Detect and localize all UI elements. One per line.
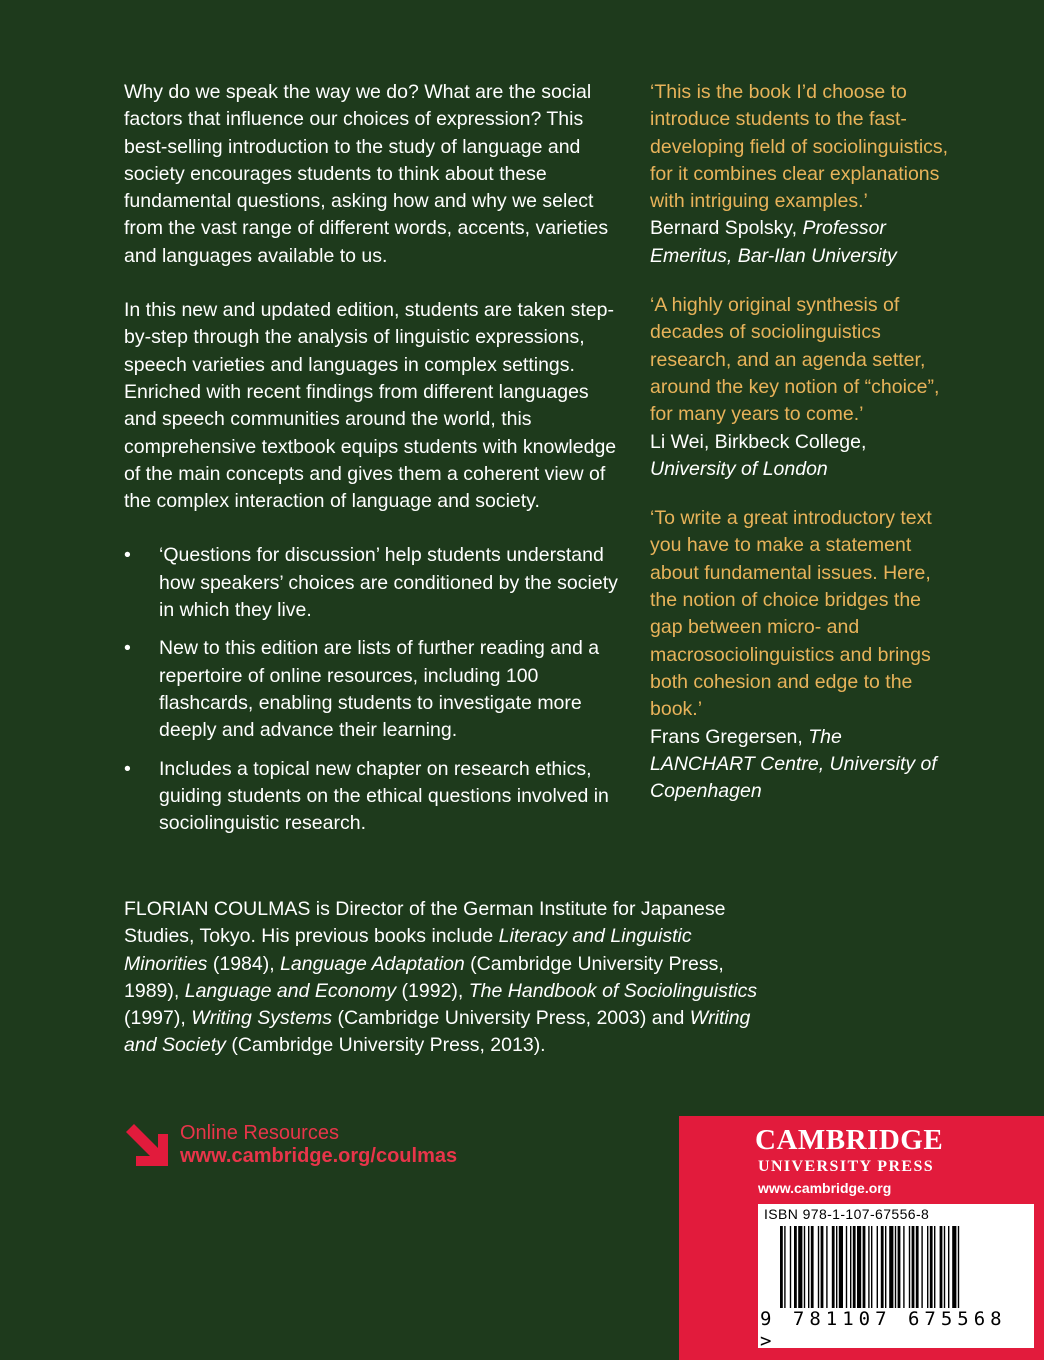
author-bio: [124, 896, 764, 1060]
book-title: Language and Economy: [184, 979, 397, 1002]
endorsement-attribution: [650, 724, 950, 806]
publisher-block: [679, 1116, 1044, 1360]
description-paragraph-1: Why do we speak the way we do? What are the social factors that influence our choices of expression? This best-selling introduction to the study of language and society encourages students to think about these fundamental questions, asking how and why we select from the vast range of different words, accents, varieties and languages available to us.: [124, 81, 609, 267]
bio-text: (1984),: [207, 952, 281, 975]
barcode-bar: [881, 1226, 884, 1308]
bio-text: FLORIAN COULMAS is Director of the German Institute for Japanese Studies, Tokyo. His previous books include: [124, 898, 726, 948]
barcode-bar: [818, 1226, 819, 1308]
barcode-bar: [846, 1226, 847, 1308]
online-resources: [124, 1122, 457, 1168]
barcode-bar: [909, 1226, 910, 1308]
book-title: Writing and Society: [124, 1007, 751, 1057]
barcode-bar: [790, 1226, 791, 1308]
barcode-bar: [871, 1226, 872, 1308]
barcode-bar: [863, 1226, 866, 1308]
online-resources-label: Online Resources: [180, 1122, 339, 1144]
endorsement-author: Frans Gregersen,: [650, 725, 803, 748]
feature-text: Includes a topical new chapter on research ethics, guiding students on the ethical questions involved in sociolinguistic research.: [159, 757, 609, 835]
barcode-bar: [832, 1226, 835, 1308]
endorsement-affiliation: Professor Emeritus, Bar-Ilan University: [650, 217, 897, 267]
barcode-bar: [826, 1226, 827, 1308]
feature-list: [124, 542, 624, 837]
endorsements-column: [650, 79, 950, 827]
bullet-marker: •: [124, 757, 131, 780]
barcode-bar: [930, 1226, 933, 1308]
arrow-down-right-icon: [124, 1122, 170, 1168]
book-title: Writing Systems: [191, 1007, 333, 1030]
endorsement-author: Li Wei, Birkbeck College,: [650, 430, 867, 453]
barcode-bar: [885, 1226, 886, 1308]
publisher-url[interactable]: www.cambridge.org: [758, 1180, 892, 1196]
barcode-bar: [916, 1226, 919, 1308]
endorsement-affiliation: The LANCHART Centre, University of Copenhagen: [650, 725, 937, 803]
bio-text: (Cambridge University Press, 2013).: [225, 1034, 546, 1057]
endorsement-attribution: [650, 429, 950, 484]
barcode-bar: [952, 1226, 956, 1308]
barcode-bar: [821, 1226, 824, 1308]
endorsement-quote: ‘To write a great introductory text you have to make a statement about fundamental issues. Here, the notion of choice bridges the gap between micro- and macrosociolinguistics and brings both cohesion and edge to the book.’: [650, 507, 932, 721]
book-title: Literacy and Linguistic Minorities: [124, 925, 692, 975]
barcode-bar: [836, 1226, 837, 1308]
feature-text: ‘Questions for discussion’ help students understand how speakers’ choices are conditioned by the society in which they live.: [159, 544, 618, 622]
bio-text: (Cambridge University Press, 1989),: [124, 952, 724, 1002]
barcode-bar: [889, 1226, 893, 1308]
barcode-bar: [853, 1226, 856, 1308]
isbn: ISBN 978-1-107-67556-8: [764, 1206, 930, 1222]
bio-text: (1997),: [124, 1007, 192, 1030]
barcode-bar: [903, 1226, 904, 1308]
book-title: Language Adaptation: [280, 952, 465, 975]
barcode-bar: [927, 1226, 928, 1308]
feature-item: [124, 635, 624, 744]
barcode-bar: [784, 1226, 785, 1308]
barcode-bar: [808, 1226, 809, 1308]
barcode-bar: [944, 1226, 945, 1308]
description-paragraph-2: In this new and updated edition, students are taken step-by-step through the analysis of linguistic expressions, speech varieties and languages in complex settings. Enriched with recent findings from different languages and speech communities around the world, this comprehensive textbook equips students with knowledge of the main concepts and gives them a coherent view of the complex interaction of language and society.: [124, 299, 617, 513]
barcode-bar: [780, 1226, 783, 1308]
barcode-bar: [839, 1226, 843, 1308]
barcode-bar: [934, 1226, 935, 1308]
endorsement: [650, 292, 950, 483]
barcode-bar: [804, 1226, 805, 1308]
barcode-bar: [912, 1226, 915, 1308]
publisher-subname: UNIVERSITY PRESS: [758, 1158, 935, 1175]
barcode-bar: [877, 1226, 878, 1308]
feature-text: New to this edition are lists of further reading and a repertoire of online resources, including 100 flashcards, enabling students to investigate more deeply and advance their learning.: [159, 637, 600, 742]
endorsement-quote: ‘A highly original synthesis of decades of sociolinguistics research, and an agenda setter, around the key notion of “choice”, for many years to come.’: [650, 294, 940, 426]
bio-text: (1992),: [396, 979, 469, 1002]
bullet-marker: •: [124, 637, 131, 660]
barcode-bar: [850, 1226, 851, 1308]
barcode-bar: [798, 1226, 802, 1308]
description-column: [124, 79, 624, 848]
barcode-bar: [921, 1226, 922, 1308]
endorsement-author: Bernard Spolsky,: [650, 217, 798, 240]
barcode-bar: [895, 1226, 896, 1308]
feature-item: [124, 542, 624, 624]
bio-text: (Cambridge University Press, 2003) and: [332, 1007, 690, 1030]
endorsement-attribution: [650, 215, 950, 270]
barcode-bars: [780, 1226, 1016, 1308]
barcode-bar: [868, 1226, 869, 1308]
endorsement: [650, 505, 950, 805]
online-resources-link[interactable]: www.cambridge.org/coulmas: [180, 1145, 458, 1167]
endorsement-quote: ‘This is the book I’d choose to introduce students to the fast-developing field of sociolinguistics, for it combines clear explanations with intriguing examples.’: [650, 81, 949, 213]
barcode-bar: [898, 1226, 901, 1308]
book-title: The Handbook of Sociolinguistics: [468, 979, 758, 1002]
barcode-bar: [811, 1226, 814, 1308]
barcode-bar: [958, 1226, 959, 1308]
endorsement: [650, 79, 950, 270]
barcode-bar: [948, 1226, 949, 1308]
feature-item: [124, 756, 624, 838]
barcode-bar: [940, 1226, 943, 1308]
barcode-bar: [794, 1226, 797, 1308]
barcode-bar: [857, 1226, 861, 1308]
barcode-digits: 9 781107 675568 >: [760, 1308, 1007, 1352]
barcode: [758, 1204, 1034, 1352]
bullet-marker: •: [124, 544, 131, 567]
publisher-name: CAMBRIDGE: [755, 1124, 944, 1156]
endorsement-affiliation: University of London: [650, 457, 828, 480]
